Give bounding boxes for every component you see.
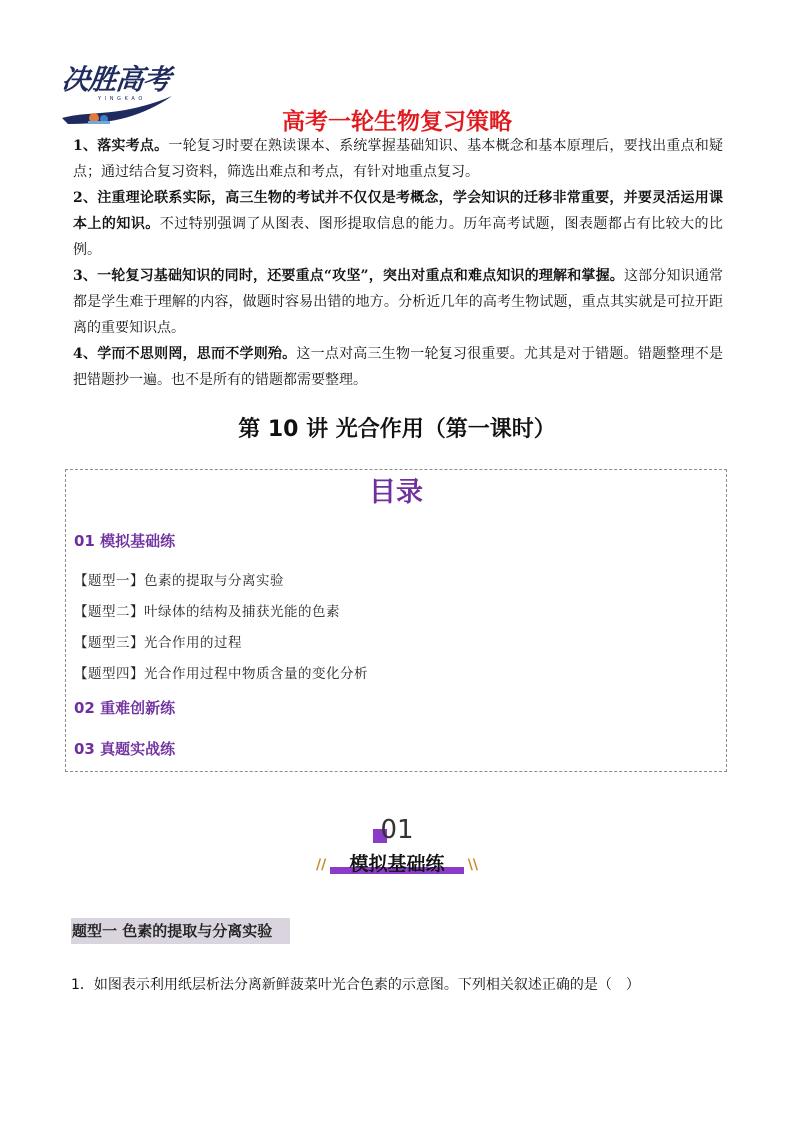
logo-text: 决胜高考 — [60, 63, 172, 96]
strategy-4-bold: 4、学而不思则罔，思而不学则殆。 — [73, 346, 297, 362]
toc-item-2[interactable]: 【题型二】叶绿体的结构及捕获光能的色素 — [74, 604, 340, 620]
toc-section-3[interactable]: 03 真题实战练 — [74, 740, 176, 758]
toc-section-1[interactable]: 01 模拟基础练 — [74, 532, 176, 550]
strategy-paragraph-2 — [73, 185, 723, 263]
section-number: 01 — [380, 815, 414, 845]
lecture-title: 第 10 讲 光合作用（第一课时） — [238, 417, 556, 442]
strategy-3-text: 这部分知识通常都是学生难于理解的内容，做题时容易出错的地方。分析近几年的高考生物试题，重点其实就是可拉开距离的重要知识点。 — [73, 268, 723, 336]
page-title: 高考一轮生物复习策略 — [282, 109, 512, 135]
toc-item-3[interactable]: 【题型三】光合作用的过程 — [74, 635, 242, 651]
question-type-heading: 题型一 色素的提取与分离实验 — [71, 918, 290, 944]
strategy-text — [73, 133, 723, 393]
strategy-2-text: 不过特别强调了从图表、图形提取信息的能力。历年高考试题，图表题都占有比较大的比例。 — [73, 216, 724, 258]
strategy-4-text: 这一点对高三生物一轮复习很重要。尤其是对于错题。错题整理不是把错题抄一遍。也不是所有的错题都需要整理。 — [73, 346, 723, 388]
toc-item-1[interactable]: 【题型一】色素的提取与分离实验 — [74, 573, 284, 589]
strategy-paragraph-1 — [73, 133, 723, 185]
right-slash-decoration: \\ — [467, 857, 478, 873]
section-banner — [316, 849, 478, 877]
strategy-3-bold: 3、一轮复习基础知识的同时，还要重点“攻坚”，突出对重点和难点知识的理解和掌握。 — [73, 268, 624, 284]
toc-section-2[interactable]: 02 重难创新练 — [74, 699, 176, 717]
strategy-1-text: 一轮复习时要在熟读课本、系统掌握基础知识、基本概念和基本原理后，要找出重点和疑点；通过结合复习资料，筛选出难点和考点，有针对地重点复习。 — [73, 138, 723, 180]
table-of-contents — [65, 469, 727, 772]
section-label: 模拟基础练 — [349, 853, 445, 875]
strategy-1-bold: 1、落实考点。 — [73, 138, 169, 154]
strategy-2-bold: 2、注重理论联系实际，高三生物的考试并不仅仅是考概念，学会知识的迁移非常重要，并要灵活运用课本上的知识。 — [73, 190, 723, 232]
strategy-paragraph-3 — [73, 263, 723, 341]
left-slash-decoration: // — [316, 857, 327, 873]
toc-title: 目录 — [369, 477, 423, 508]
toc-item-4[interactable]: 【题型四】光合作用过程中物质含量的变化分析 — [74, 666, 368, 682]
strategy-paragraph-4 — [73, 341, 723, 393]
logo-subtext: Y I N G K A O — [98, 96, 144, 102]
question-1: 1．如图表示利用纸层析法分离新鲜菠菜叶光合色素的示意图。下列相关叙述正确的是（ ） — [71, 977, 640, 993]
